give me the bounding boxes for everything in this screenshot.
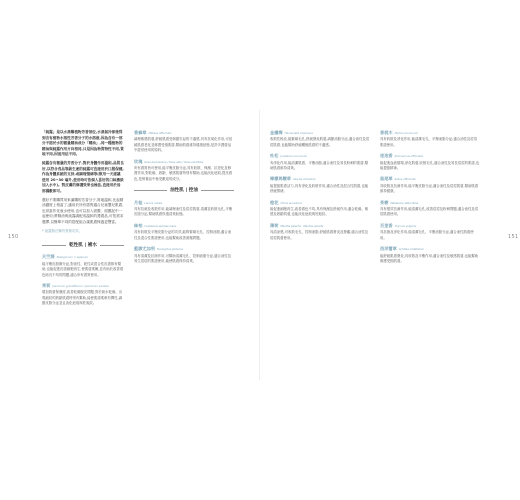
- essence-name: 薄荷: [270, 222, 279, 228]
- essence-entry: [134, 200, 234, 218]
- essence-entry: [134, 159, 234, 183]
- essence-description: 調理敏感肌膚,舒緩肌膚受刺激引起的不適感,具有抗氧化作用,可延緩肌膚老化並修護受損肌膚,幫助肌膚維持健康狀態,是許多護膚品中經常使用的原料。: [134, 137, 233, 153]
- essence-entry: [134, 223, 234, 241]
- essence-name: 茉莉: [42, 282, 51, 288]
- essence-name: 天竺葵: [42, 254, 55, 260]
- intro-paragraph-2: 純露含有微量的芳香分子,對於身體作用溫和,品質良好,以符合食品等級生產的純露可直接用於口服保健,作為身體系統的支持,或調理情緒等(飲用一天建議使用 20~30 毫升,使用時可依個人喜好的口味濃淡加入水中)。對皮膚的修護效果也極佳,直接用於局部濕敷即可。: [42, 160, 124, 193]
- left-page-number: 150: [8, 234, 19, 240]
- essence-description: 具清涼感,可收斂毛孔、控制油脂,舒緩肌膚發炎及發癢,適合油性及痘痘肌膚使用。: [270, 230, 369, 240]
- intro-paragraph-1: 「純露」是以水蒸餾植物芳香部位,水蒸氣冷卻後得到含有植物水溶性芳香分子的水溶液,因為含有一部分不溶於水的微量精油成分「精油」,同一種植物的精油與純露作用方向相同,只是因為物質特性不同,質地不同,因而用法不同。: [42, 130, 124, 157]
- essence-name: 橙花: [270, 199, 279, 205]
- essence-entry: [270, 176, 370, 194]
- essence-latin-name: Thymus vulgaris: [394, 224, 416, 228]
- essence-latin-name: Laurus nobilis: [144, 201, 163, 205]
- essence-latin-name: Juniperus communis: [280, 155, 307, 159]
- essence-latin-name: Myrtus communis: [394, 132, 418, 135]
- essence-latin-name: Melissa officinalis: [148, 132, 172, 135]
- essence-name: 百里香: [380, 222, 393, 228]
- essence-description: 具有強效抗菌作用,能清潔毛孔,改善痘痘及粉刺問題,適合油性及痘痘肌膚使用。: [380, 207, 479, 217]
- essence-description: 能舒緩肌膚發炎,具收斂及平衡作用,適合油性及敏感肌膚,也能幫助修護受損肌膚。: [380, 253, 479, 263]
- section-heading-oily: [134, 188, 234, 193]
- essence-description: 增加肌膚保濕度,改善乾燥脫皮問題,對於缺水乾燥、出現細紋的熟齡肌膚特別有幫助,能使肌膚柔軟有彈性,調節皮脂分泌並且淡化疤痕與妊娠紋。: [42, 290, 123, 306]
- right-page-number: 151: [508, 234, 519, 240]
- essence-description: 能促進細胞再生,改善膚色不均,具有保濕及舒緩作用,適合乾燥、敏感及熟齡肌膚,也能淡化疤痕與妊娠紋。: [270, 207, 369, 217]
- essence-latin-name: Pelargonium × asperum: [56, 256, 89, 260]
- essence-latin-name: Melaleuca alternifolia: [390, 201, 419, 205]
- essence-entry: [270, 200, 370, 218]
- column-1: [42, 130, 124, 312]
- essence-description: 具有抗菌及收斂作用,能調理油性及痘痘肌膚,清潔並收斂毛孔,平衡皮脂分泌,幫助肌膚恢復清爽狀態。: [134, 207, 233, 217]
- essence-name: 杜松: [270, 153, 279, 159]
- section-rule-right: [201, 190, 234, 191]
- essence-entry: [380, 130, 480, 148]
- essence-name: 鼠尾草: [380, 176, 393, 182]
- essence-name: 絲柏: [134, 222, 143, 228]
- essence-latin-name: Jasminum grandiflorum / Jasminum sambac: [52, 284, 110, 288]
- column-4: [380, 130, 480, 269]
- essence-latin-name: Rosmarinus officinalis: [394, 155, 424, 159]
- essence-description: 具有收斂及淨化作用,能清潔毛孔、平衡油脂分泌,適合油性及痘痘肌膚使用。: [380, 137, 478, 147]
- essence-latin-name: Achillea millefolium: [398, 248, 425, 252]
- section-title: 油性肌 | 控油: [170, 188, 198, 194]
- essence-latin-name: Aloysia citriodora: [292, 178, 316, 182]
- essence-name: 檸檬馬鞭草: [270, 176, 291, 182]
- essence-entry: [380, 176, 480, 194]
- section-rule-left: [134, 190, 167, 191]
- essence-description: 有淨化作用,能清潔肌膚、平衡油脂,適合油性及易長粉刺的肌膚,幫助肌膚維持清爽。: [270, 160, 369, 171]
- essence-description: 具有收斂及平衡皮脂分泌的功效,能夠緊緻毛孔、控制油脂,適合油性及混合性肌膚使用,也能幫助改善面皰問題。: [134, 230, 232, 240]
- essence-latin-name: Mentha piperita · Mentha spicata: [280, 224, 324, 228]
- essence-latin-name: Citrus aurantium: [280, 201, 303, 205]
- essence-description: 具有清潔及抗菌作用,可幫助清潔毛孔、控制油脂分泌,適合油性及易生痘痘的肌膚使用,能使肌膚保持清爽。: [134, 253, 232, 263]
- essence-description: 具收斂及抗菌作用,能平衡皮脂分泌,適合油性及痘痘肌膚,幫助肌膚維持健康。: [380, 183, 479, 194]
- column-2: [134, 130, 234, 269]
- essence-entry: [270, 130, 370, 148]
- essence-entry: [134, 130, 234, 154]
- essence-description: 能促進血液循環,淨化肌膚,收斂毛孔,適合油性及易長痘痘的肌膚,也能提振精神。: [380, 160, 480, 171]
- essence-entry: [42, 254, 124, 278]
- footnote: * 純露無法擁有營養功效。: [42, 228, 83, 233]
- column-3: [270, 130, 370, 246]
- essence-latin-name: Rosa damascena / Rosa alba / Rosa centifolia: [144, 160, 204, 164]
- essence-entry: [270, 223, 370, 241]
- intro-paragraph-3: 選好不要購買用來滿購的芳香分子,質地溫和,比起精油濃度上相當了,適用於所有膚質適合兒童嬰兒肌膚,也常當作化妝水使用,也可以加入面膜、面膜泥中一起使用;將精油與純露調配成溫和的護膚品,可依需求選擇,以簡單不同的搭配組合讓肌膚保養更豐富。: [42, 197, 124, 224]
- essence-description: 能平衡皮脂腺分泌,對油性、乾性或混合性皮膚都有幫助,也能促進皮膚細胞再生,使肌膚柔嫩,並有助於改善膚色暗沉不均的問題,適合所有膚質使用。: [42, 261, 124, 277]
- essence-name: 西洋蓍草: [380, 246, 397, 252]
- essence-name: 香蜂草: [134, 130, 147, 135]
- essence-name: 藍膠尤加利: [134, 246, 155, 252]
- essence-name: 月桂: [134, 199, 143, 205]
- essence-entry: [42, 283, 124, 307]
- page-gutter: [259, 110, 260, 380]
- essence-latin-name: Salvia officinalis: [394, 178, 416, 182]
- essence-name: 玫瑰: [134, 158, 143, 164]
- essence-description: 能提振肌膚活力,具有淨化及收斂作用,適合油性及混合性肌膚,也能舒緩情緒。: [270, 183, 369, 194]
- essence-name: 迷迭香: [380, 153, 393, 159]
- essence-description: 所有膚質皆可使用,能平衡皮脂分泌,具有收斂、保濕、抗老化及修護作用,對乾燥、熟齡、敏感肌膚特別有幫助,也能淡化疤痕,提亮膚色,是保養品中極受歡迎的成分。: [134, 166, 233, 181]
- essence-entry: [270, 153, 370, 171]
- essence-entry: [380, 223, 480, 241]
- essence-name: 香桃木: [380, 130, 393, 135]
- essence-entry: [134, 246, 234, 264]
- essence-latin-name: Eucalyptus globulus: [156, 248, 183, 252]
- essence-latin-name: Hamamelis virginiana: [284, 132, 313, 135]
- section-title: 乾性肌 | 補水: [69, 242, 97, 248]
- section-rule-left: [42, 245, 66, 246]
- essence-latin-name: Cupressus sempervirens: [144, 224, 177, 228]
- essence-description: 收斂性極佳,能緊緻毛孔,舒緩發炎肌膚,調節油脂分泌,適合油性及痘痘肌膚,也能幫助舒緩曬後肌膚的不適感。: [270, 137, 370, 147]
- essence-name: 茶樹: [380, 199, 389, 205]
- essence-description: 具抗菌及淨化作用,能清潔毛孔、平衡油脂分泌,適合油性肌膚使用。: [380, 230, 474, 240]
- essence-name: 金縷梅: [270, 130, 283, 135]
- essence-entry: [380, 153, 480, 171]
- section-rule-right: [100, 245, 124, 246]
- essence-entry: [380, 200, 480, 218]
- essence-entry: [380, 246, 480, 264]
- section-heading-dry: [42, 243, 124, 248]
